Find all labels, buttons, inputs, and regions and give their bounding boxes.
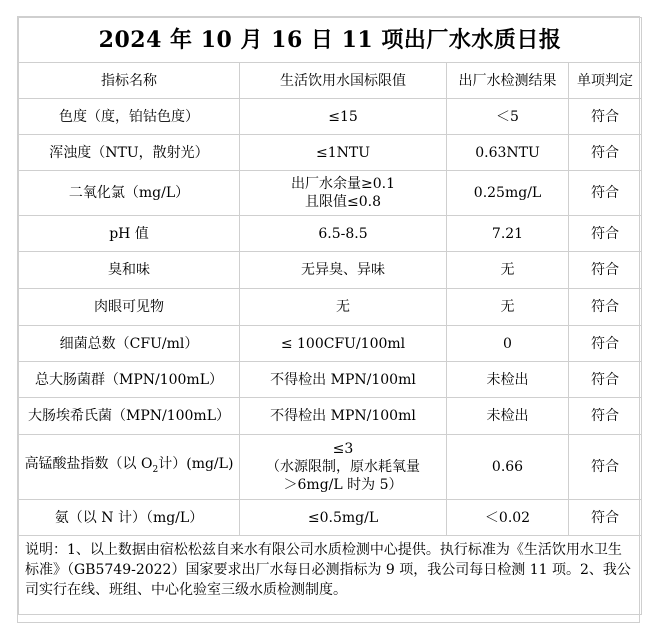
row-verdict: 符合 (569, 216, 642, 252)
row-name (19, 435, 240, 500)
report-sheet (17, 16, 640, 623)
report-title: 2024 年 10 月 16 日 11 项出厂水水质日报 (19, 18, 642, 63)
row-verdict: 符合 (569, 326, 642, 362)
row-limit: 6.5-8.5 (240, 216, 447, 252)
table-row (19, 216, 642, 252)
row-name: 总大肠菌群（MPN/100mL） (19, 362, 240, 398)
table-row (19, 289, 642, 326)
row-limit (240, 171, 447, 216)
row-verdict: 符合 (569, 289, 642, 326)
row-limit (240, 435, 447, 500)
row-name: 臭和味 (19, 252, 240, 289)
header-indicator-name: 指标名称 (19, 63, 240, 99)
header-row (19, 63, 642, 99)
table-row (19, 500, 642, 536)
row-verdict: 符合 (569, 135, 642, 171)
row-name: 二氧化氯（mg/L） (19, 171, 240, 216)
row-limit: ≤1NTU (240, 135, 447, 171)
row-limit: 无异臭、异味 (240, 252, 447, 289)
row-result: 未检出 (447, 362, 569, 398)
row-name: pH 值 (19, 216, 240, 252)
row-limit: 不得检出 MPN/100ml (240, 398, 447, 435)
row-limit-line: （水源限制，原水耗氧量 (266, 459, 420, 475)
table-row (19, 99, 642, 135)
row-name: 大肠埃希氏菌（MPN/100mL） (19, 398, 240, 435)
row-name: 色度（度，铂钴色度） (19, 99, 240, 135)
header-national-limit: 生活饮用水国标限值 (240, 63, 447, 99)
table-row (19, 435, 642, 500)
row-name: 氨（以 N 计）（mg/L） (19, 500, 240, 536)
table-row (19, 362, 642, 398)
row-name-suffix: 计）(mg/L) (158, 456, 234, 473)
row-limit-line: ＞6mg/L 时为 5） (283, 477, 403, 493)
row-result: 0.66 (447, 435, 569, 500)
row-name: 浑浊度（NTU，散射光） (19, 135, 240, 171)
row-result: 无 (447, 289, 569, 326)
row-result: 未检出 (447, 398, 569, 435)
row-verdict: 符合 (569, 435, 642, 500)
water-quality-table (18, 17, 642, 615)
row-limit: 无 (240, 289, 447, 326)
row-name-prefix: 高锰酸盐指数（以 O (24, 456, 153, 473)
table-row (19, 171, 642, 216)
row-limit-line: 且限值≤0.8 (305, 194, 381, 210)
row-verdict: 符合 (569, 252, 642, 289)
row-name: 细菌总数（CFU/ml） (19, 326, 240, 362)
row-result: 0.25mg/L (447, 171, 569, 216)
row-result: 7.21 (447, 216, 569, 252)
row-limit: ≤15 (240, 99, 447, 135)
table-row (19, 326, 642, 362)
row-result: 0 (447, 326, 569, 362)
header-test-result: 出厂水检测结果 (447, 63, 569, 99)
row-verdict: 符合 (569, 398, 642, 435)
row-result: ＜0.02 (447, 500, 569, 536)
row-result: 0.63NTU (447, 135, 569, 171)
table-row (19, 398, 642, 435)
row-name: 肉眼可见物 (19, 289, 240, 326)
table-row (19, 252, 642, 289)
row-verdict: 符合 (569, 362, 642, 398)
row-result: 无 (447, 252, 569, 289)
report-note: 说明：1、以上数据由宿松松兹自来水有限公司水质检测中心提供。执行标准为《生活饮用水卫生标准》（GB5749-2022）国家要求出厂水每日必测指标为 9 项，我公司每日检测 11 项。2、我公司实行在线、班组、中心化验室三级水质检测制度。 (19, 536, 642, 615)
row-verdict: 符合 (569, 171, 642, 216)
row-limit-line: 出厂水余量≥0.1 (291, 176, 395, 192)
row-verdict: 符合 (569, 500, 642, 536)
row-limit-line: ≤3 (332, 441, 354, 457)
header-verdict: 单项判定 (569, 63, 642, 99)
row-limit: 不得检出 MPN/100ml (240, 362, 447, 398)
row-limit: ≤ 100CFU/100ml (240, 326, 447, 362)
row-result: ＜5 (447, 99, 569, 135)
row-verdict: 符合 (569, 99, 642, 135)
table-row (19, 135, 642, 171)
row-name-subscript: 2 (152, 464, 159, 475)
row-limit: ≤0.5mg/L (240, 500, 447, 536)
